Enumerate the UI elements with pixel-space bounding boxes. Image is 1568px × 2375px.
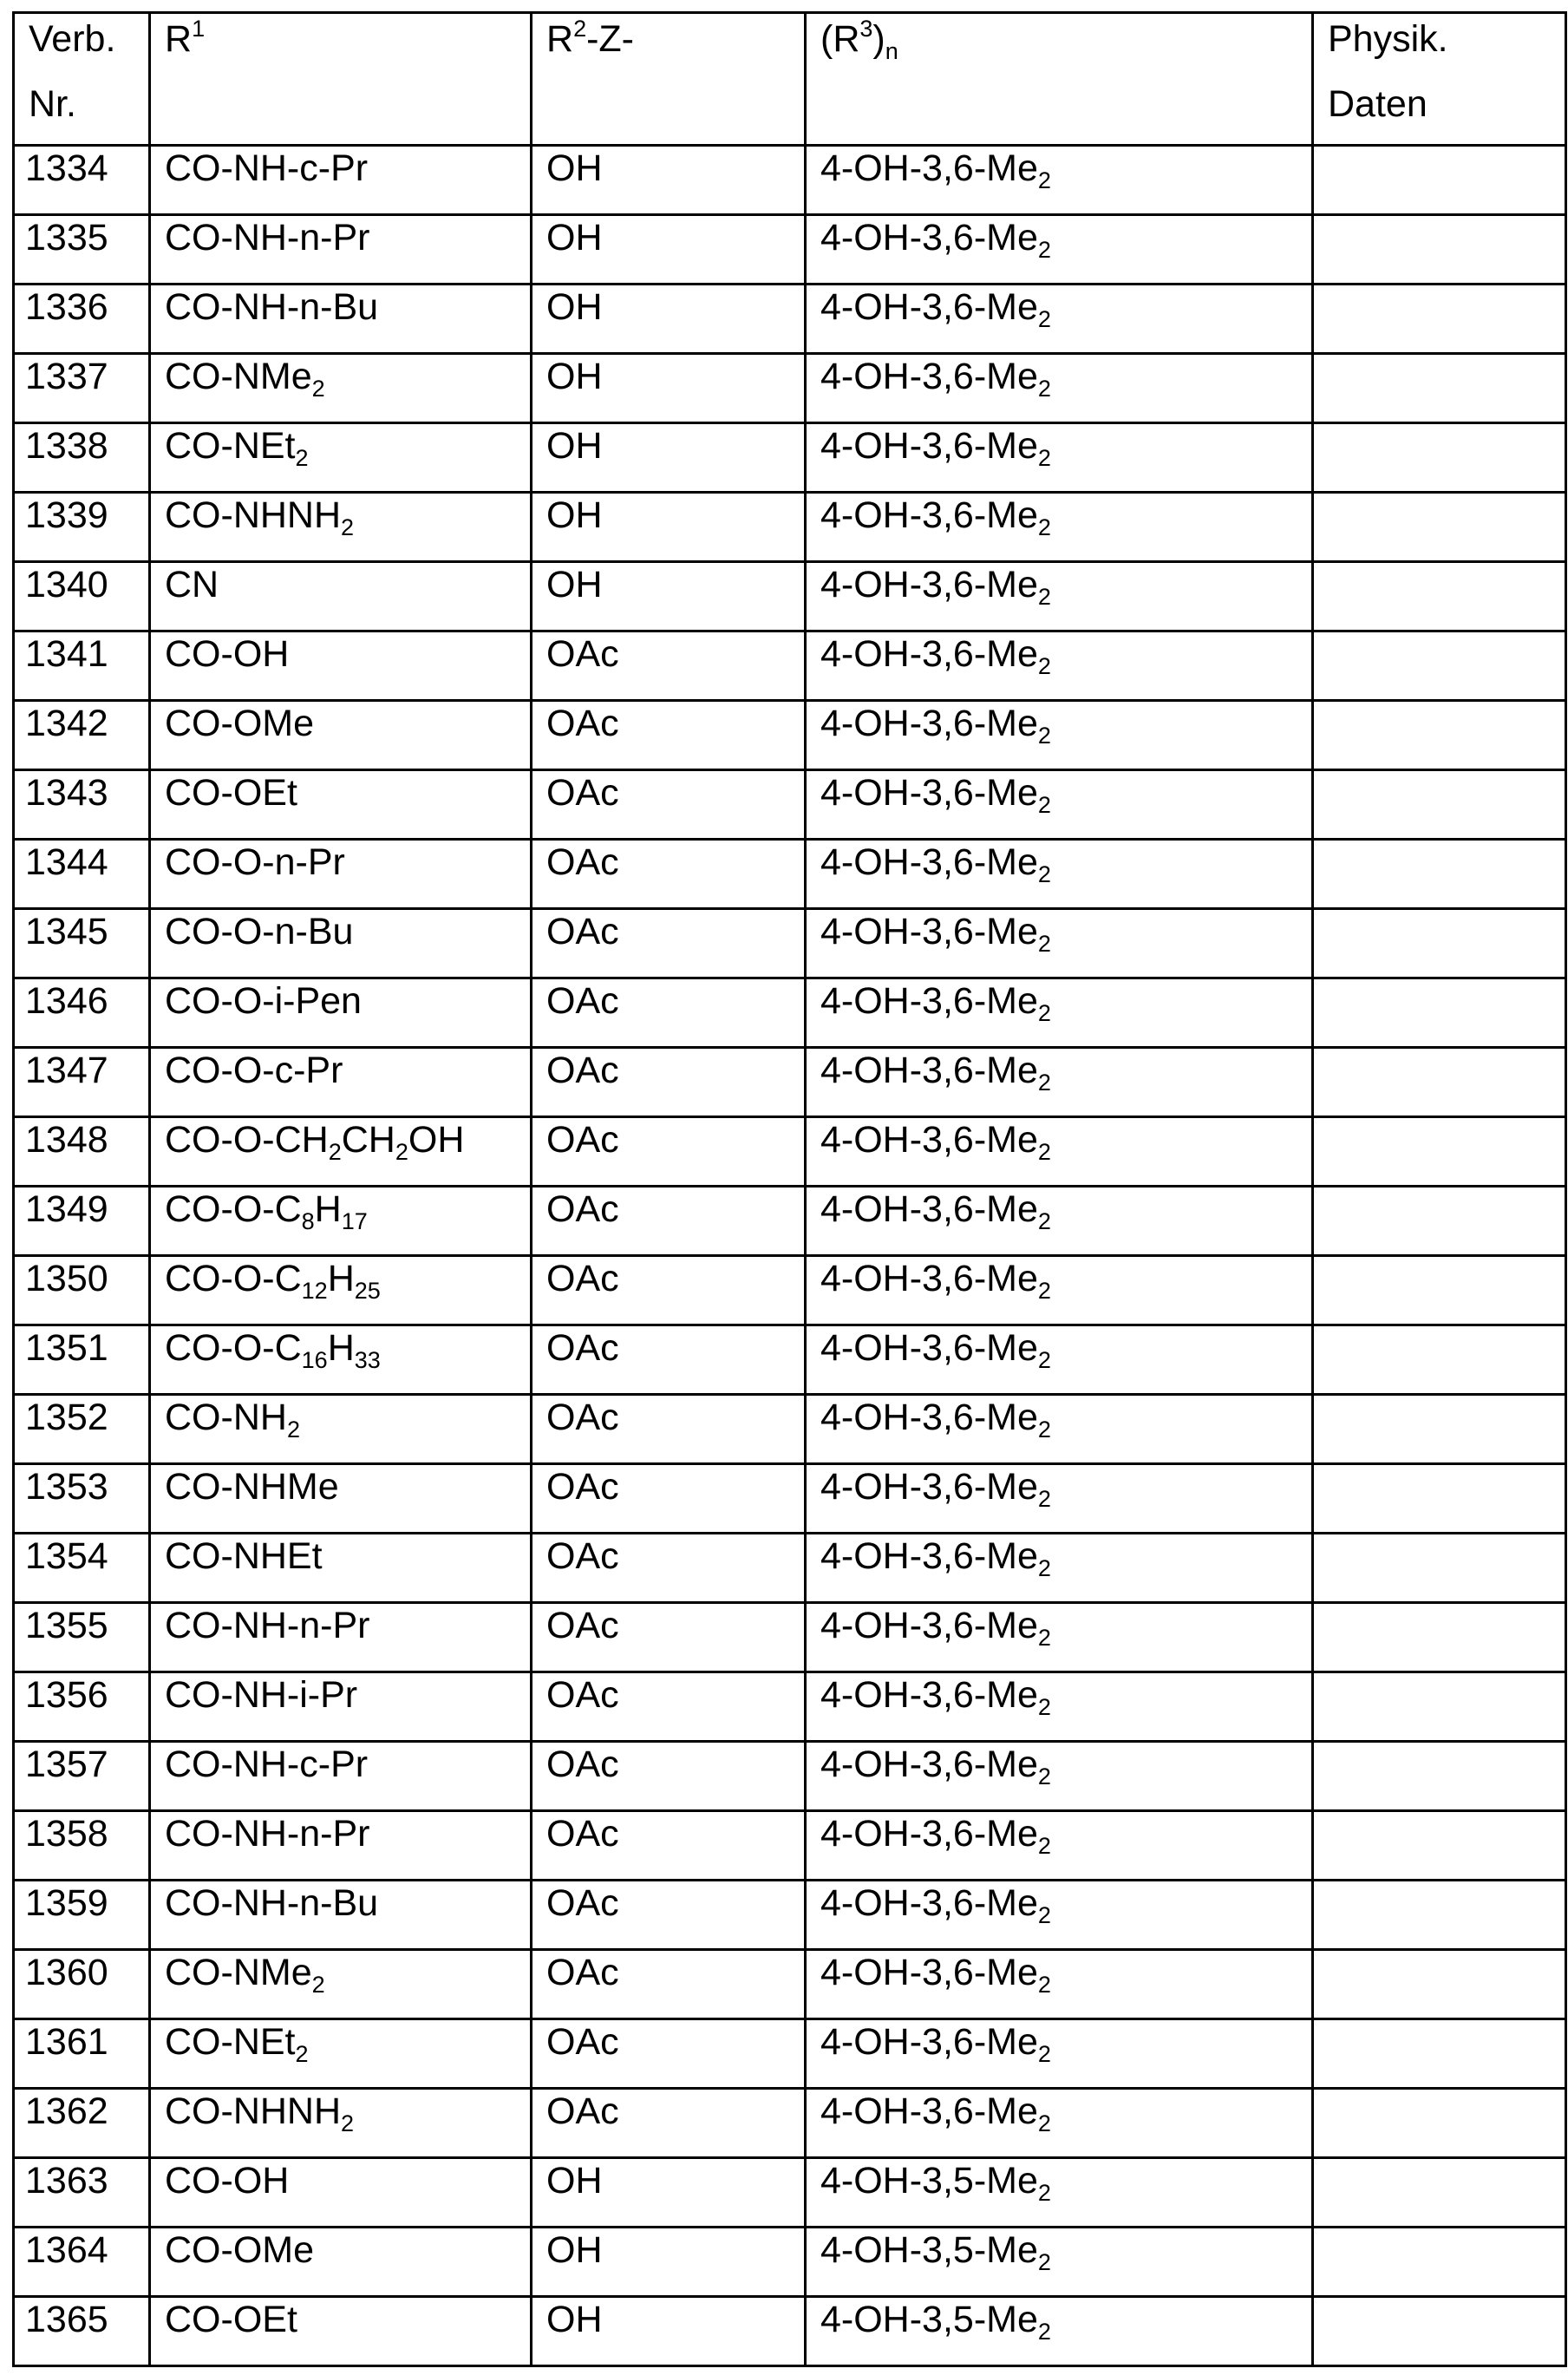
header-r2-z bbox=[532, 13, 806, 146]
compound-number: 1365 bbox=[14, 2297, 150, 2366]
r2-z-cell: OH bbox=[532, 2158, 806, 2228]
r3-n-cell: 4-OH-3,6-Me2 bbox=[806, 978, 1313, 1048]
r2-z-cell: OAc bbox=[532, 1950, 806, 2019]
compound-table bbox=[12, 11, 1567, 2367]
compound-number: 1336 bbox=[14, 285, 150, 354]
header-line: Physik. bbox=[1328, 13, 1565, 73]
physical-data-cell bbox=[1313, 562, 1566, 631]
r3-n-cell: 4-OH-3,6-Me2 bbox=[806, 1950, 1313, 2019]
physical-data-cell bbox=[1313, 215, 1566, 285]
table-row bbox=[14, 2019, 1566, 2089]
table-row bbox=[14, 1742, 1566, 1811]
physical-data-cell bbox=[1313, 770, 1566, 840]
physical-data-cell bbox=[1313, 354, 1566, 423]
r3-n-cell: 4-OH-3,6-Me2 bbox=[806, 909, 1313, 978]
r3-n-cell: 4-OH-3,6-Me2 bbox=[806, 2089, 1313, 2158]
r2-z-cell: OAc bbox=[532, 1672, 806, 1742]
r1-cell: CO-NHMe bbox=[150, 1464, 532, 1534]
compound-number: 1358 bbox=[14, 1811, 150, 1881]
table-row bbox=[14, 840, 1566, 909]
r3-n-cell: 4-OH-3,6-Me2 bbox=[806, 1048, 1313, 1117]
r3-n-cell: 4-OH-3,6-Me2 bbox=[806, 701, 1313, 770]
r3-n-cell: 4-OH-3,6-Me2 bbox=[806, 1811, 1313, 1881]
r3-n-cell: 4-OH-3,6-Me2 bbox=[806, 354, 1313, 423]
table-row bbox=[14, 978, 1566, 1048]
table-row bbox=[14, 1881, 1566, 1950]
physical-data-cell bbox=[1313, 1464, 1566, 1534]
header-r3-n bbox=[806, 13, 1313, 146]
r2-z-cell: OH bbox=[532, 215, 806, 285]
table-row bbox=[14, 770, 1566, 840]
r2-z-cell: OAc bbox=[532, 978, 806, 1048]
compound-number: 1352 bbox=[14, 1395, 150, 1464]
r1-cell: CO-NHNH2 bbox=[150, 493, 532, 562]
table-row bbox=[14, 1256, 1566, 1325]
r1-cell: CO-OMe bbox=[150, 701, 532, 770]
header-line: (R3)n bbox=[820, 13, 1311, 73]
compound-number: 1348 bbox=[14, 1117, 150, 1187]
compound-number: 1337 bbox=[14, 354, 150, 423]
r3-n-cell: 4-OH-3,6-Me2 bbox=[806, 1742, 1313, 1811]
r3-n-cell: 4-OH-3,6-Me2 bbox=[806, 562, 1313, 631]
r2-z-cell: OAc bbox=[532, 1325, 806, 1395]
compound-number: 1338 bbox=[14, 423, 150, 493]
r3-n-cell: 4-OH-3,6-Me2 bbox=[806, 1256, 1313, 1325]
table-row bbox=[14, 562, 1566, 631]
r1-cell: CO-NH2 bbox=[150, 1395, 532, 1464]
physical-data-cell bbox=[1313, 285, 1566, 354]
r3-n-cell: 4-OH-3,6-Me2 bbox=[806, 215, 1313, 285]
r2-z-cell: OAc bbox=[532, 2089, 806, 2158]
r2-z-cell: OAc bbox=[532, 1881, 806, 1950]
r3-n-cell: 4-OH-3,6-Me2 bbox=[806, 2019, 1313, 2089]
table-row bbox=[14, 1048, 1566, 1117]
compound-number: 1342 bbox=[14, 701, 150, 770]
table-row bbox=[14, 493, 1566, 562]
compound-number: 1362 bbox=[14, 2089, 150, 2158]
r3-n-cell: 4-OH-3,6-Me2 bbox=[806, 1187, 1313, 1256]
table-row bbox=[14, 1950, 1566, 2019]
r3-n-cell: 4-OH-3,6-Me2 bbox=[806, 146, 1313, 215]
r1-cell: CN bbox=[150, 562, 532, 631]
r2-z-cell: OAc bbox=[532, 1603, 806, 1672]
compound-number: 1357 bbox=[14, 1742, 150, 1811]
physical-data-cell bbox=[1313, 909, 1566, 978]
physical-data-cell bbox=[1313, 840, 1566, 909]
r1-cell: CO-NEt2 bbox=[150, 423, 532, 493]
table-row bbox=[14, 1325, 1566, 1395]
r3-n-cell: 4-OH-3,5-Me2 bbox=[806, 2228, 1313, 2297]
r2-z-cell: OAc bbox=[532, 1464, 806, 1534]
physical-data-cell bbox=[1313, 2297, 1566, 2366]
table-row bbox=[14, 701, 1566, 770]
r1-cell: CO-O-n-Pr bbox=[150, 840, 532, 909]
r3-n-cell: 4-OH-3,6-Me2 bbox=[806, 631, 1313, 701]
physical-data-cell bbox=[1313, 2089, 1566, 2158]
r1-cell: CO-O-n-Bu bbox=[150, 909, 532, 978]
compound-number: 1354 bbox=[14, 1534, 150, 1603]
physical-data-cell bbox=[1313, 2228, 1566, 2297]
compound-number: 1364 bbox=[14, 2228, 150, 2297]
physical-data-cell bbox=[1313, 1187, 1566, 1256]
compound-number: 1346 bbox=[14, 978, 150, 1048]
compound-number: 1335 bbox=[14, 215, 150, 285]
r3-n-cell: 4-OH-3,5-Me2 bbox=[806, 2158, 1313, 2228]
table-row bbox=[14, 1464, 1566, 1534]
r2-z-cell: OAc bbox=[532, 1048, 806, 1117]
table-row bbox=[14, 1117, 1566, 1187]
r3-n-cell: 4-OH-3,6-Me2 bbox=[806, 770, 1313, 840]
header-r1 bbox=[150, 13, 532, 146]
r3-n-cell: 4-OH-3,6-Me2 bbox=[806, 1464, 1313, 1534]
physical-data-cell bbox=[1313, 2019, 1566, 2089]
r2-z-cell: OH bbox=[532, 146, 806, 215]
r1-cell: CO-NH-n-Pr bbox=[150, 1811, 532, 1881]
r1-cell: CO-OH bbox=[150, 631, 532, 701]
compound-number: 1341 bbox=[14, 631, 150, 701]
physical-data-cell bbox=[1313, 1395, 1566, 1464]
physical-data-cell bbox=[1313, 1603, 1566, 1672]
table-row bbox=[14, 1672, 1566, 1742]
table-row bbox=[14, 285, 1566, 354]
header-line: Daten bbox=[1328, 72, 1565, 137]
header-line: R2-Z- bbox=[546, 13, 804, 73]
physical-data-cell bbox=[1313, 2158, 1566, 2228]
r1-cell: CO-NEt2 bbox=[150, 2019, 532, 2089]
r3-n-cell: 4-OH-3,6-Me2 bbox=[806, 1672, 1313, 1742]
r2-z-cell: OAc bbox=[532, 2019, 806, 2089]
compound-number: 1360 bbox=[14, 1950, 150, 2019]
r2-z-cell: OH bbox=[532, 285, 806, 354]
r1-cell: CO-OEt bbox=[150, 770, 532, 840]
physical-data-cell bbox=[1313, 1534, 1566, 1603]
physical-data-cell bbox=[1313, 1672, 1566, 1742]
compound-number: 1347 bbox=[14, 1048, 150, 1117]
r2-z-cell: OAc bbox=[532, 840, 806, 909]
compound-number: 1353 bbox=[14, 1464, 150, 1534]
r1-cell: CO-O-i-Pen bbox=[150, 978, 532, 1048]
physical-data-cell bbox=[1313, 1950, 1566, 2019]
r3-n-cell: 4-OH-3,6-Me2 bbox=[806, 285, 1313, 354]
compound-number: 1345 bbox=[14, 909, 150, 978]
r1-cell: CO-NMe2 bbox=[150, 354, 532, 423]
r2-z-cell: OAc bbox=[532, 1811, 806, 1881]
table-row bbox=[14, 2089, 1566, 2158]
compound-number: 1349 bbox=[14, 1187, 150, 1256]
table-row bbox=[14, 631, 1566, 701]
r3-n-cell: 4-OH-3,6-Me2 bbox=[806, 493, 1313, 562]
r2-z-cell: OAc bbox=[532, 631, 806, 701]
r2-z-cell: OH bbox=[532, 493, 806, 562]
physical-data-cell bbox=[1313, 1742, 1566, 1811]
r1-cell: CO-O-c-Pr bbox=[150, 1048, 532, 1117]
physical-data-cell bbox=[1313, 1325, 1566, 1395]
r3-n-cell: 4-OH-3,6-Me2 bbox=[806, 1881, 1313, 1950]
r1-cell: CO-OH bbox=[150, 2158, 532, 2228]
r3-n-cell: 4-OH-3,6-Me2 bbox=[806, 1395, 1313, 1464]
compound-number: 1363 bbox=[14, 2158, 150, 2228]
r1-cell: CO-OEt bbox=[150, 2297, 532, 2366]
header-line: Nr. bbox=[29, 72, 148, 137]
table-row bbox=[14, 1811, 1566, 1881]
r2-z-cell: OH bbox=[532, 354, 806, 423]
r2-z-cell: OAc bbox=[532, 1742, 806, 1811]
table-body bbox=[14, 146, 1566, 2366]
physical-data-cell bbox=[1313, 1256, 1566, 1325]
r3-n-cell: 4-OH-3,5-Me2 bbox=[806, 2297, 1313, 2366]
r3-n-cell: 4-OH-3,6-Me2 bbox=[806, 1534, 1313, 1603]
r1-cell: CO-OMe bbox=[150, 2228, 532, 2297]
table-row bbox=[14, 909, 1566, 978]
compound-number: 1344 bbox=[14, 840, 150, 909]
physical-data-cell bbox=[1313, 1881, 1566, 1950]
r1-cell: CO-NHNH2 bbox=[150, 2089, 532, 2158]
compound-number: 1359 bbox=[14, 1881, 150, 1950]
compound-number: 1355 bbox=[14, 1603, 150, 1672]
r1-cell: CO-NH-n-Pr bbox=[150, 1603, 532, 1672]
r1-cell: CO-NMe2 bbox=[150, 1950, 532, 2019]
r2-z-cell: OAc bbox=[532, 770, 806, 840]
r1-cell: CO-O-CH2CH2OH bbox=[150, 1117, 532, 1187]
header-line: R1 bbox=[165, 13, 530, 73]
header-line: Verb. bbox=[29, 13, 148, 73]
physical-data-cell bbox=[1313, 978, 1566, 1048]
physical-data-cell bbox=[1313, 146, 1566, 215]
compound-number: 1340 bbox=[14, 562, 150, 631]
r3-n-cell: 4-OH-3,6-Me2 bbox=[806, 1325, 1313, 1395]
r2-z-cell: OH bbox=[532, 423, 806, 493]
r2-z-cell: OAc bbox=[532, 1187, 806, 1256]
r2-z-cell: OAc bbox=[532, 1395, 806, 1464]
header-row bbox=[14, 13, 1566, 146]
table-row bbox=[14, 215, 1566, 285]
compound-number: 1339 bbox=[14, 493, 150, 562]
compound-number: 1334 bbox=[14, 146, 150, 215]
physical-data-cell bbox=[1313, 631, 1566, 701]
table-row bbox=[14, 146, 1566, 215]
table-row bbox=[14, 1187, 1566, 1256]
table-row bbox=[14, 1395, 1566, 1464]
physical-data-cell bbox=[1313, 1048, 1566, 1117]
r2-z-cell: OH bbox=[532, 2297, 806, 2366]
physical-data-cell bbox=[1313, 1117, 1566, 1187]
compound-number: 1361 bbox=[14, 2019, 150, 2089]
physical-data-cell bbox=[1313, 493, 1566, 562]
r2-z-cell: OAc bbox=[532, 1534, 806, 1603]
r3-n-cell: 4-OH-3,6-Me2 bbox=[806, 840, 1313, 909]
r2-z-cell: OAc bbox=[532, 1117, 806, 1187]
r2-z-cell: OH bbox=[532, 562, 806, 631]
physical-data-cell bbox=[1313, 1811, 1566, 1881]
compound-number: 1343 bbox=[14, 770, 150, 840]
physical-data-cell bbox=[1313, 423, 1566, 493]
r1-cell: CO-NH-c-Pr bbox=[150, 1742, 532, 1811]
table-row bbox=[14, 1534, 1566, 1603]
table-row bbox=[14, 2158, 1566, 2228]
r1-cell: CO-O-C12H25 bbox=[150, 1256, 532, 1325]
table-row bbox=[14, 2228, 1566, 2297]
table-row bbox=[14, 423, 1566, 493]
header-physical-data bbox=[1313, 13, 1566, 146]
compound-number: 1350 bbox=[14, 1256, 150, 1325]
table-row bbox=[14, 1603, 1566, 1672]
r1-cell: CO-NH-i-Pr bbox=[150, 1672, 532, 1742]
r1-cell: CO-O-C8H17 bbox=[150, 1187, 532, 1256]
r1-cell: CO-NH-c-Pr bbox=[150, 146, 532, 215]
r1-cell: CO-NHEt bbox=[150, 1534, 532, 1603]
table-row bbox=[14, 2297, 1566, 2366]
r2-z-cell: OAc bbox=[532, 1256, 806, 1325]
r2-z-cell: OAc bbox=[532, 909, 806, 978]
r3-n-cell: 4-OH-3,6-Me2 bbox=[806, 423, 1313, 493]
r1-cell: CO-NH-n-Bu bbox=[150, 1881, 532, 1950]
r1-cell: CO-NH-n-Pr bbox=[150, 215, 532, 285]
header-compound-number bbox=[14, 13, 150, 146]
r2-z-cell: OH bbox=[532, 2228, 806, 2297]
r1-cell: CO-NH-n-Bu bbox=[150, 285, 532, 354]
table-row bbox=[14, 354, 1566, 423]
r1-cell: CO-O-C16H33 bbox=[150, 1325, 532, 1395]
r2-z-cell: OAc bbox=[532, 701, 806, 770]
r3-n-cell: 4-OH-3,6-Me2 bbox=[806, 1603, 1313, 1672]
compound-number: 1351 bbox=[14, 1325, 150, 1395]
r3-n-cell: 4-OH-3,6-Me2 bbox=[806, 1117, 1313, 1187]
physical-data-cell bbox=[1313, 701, 1566, 770]
compound-number: 1356 bbox=[14, 1672, 150, 1742]
